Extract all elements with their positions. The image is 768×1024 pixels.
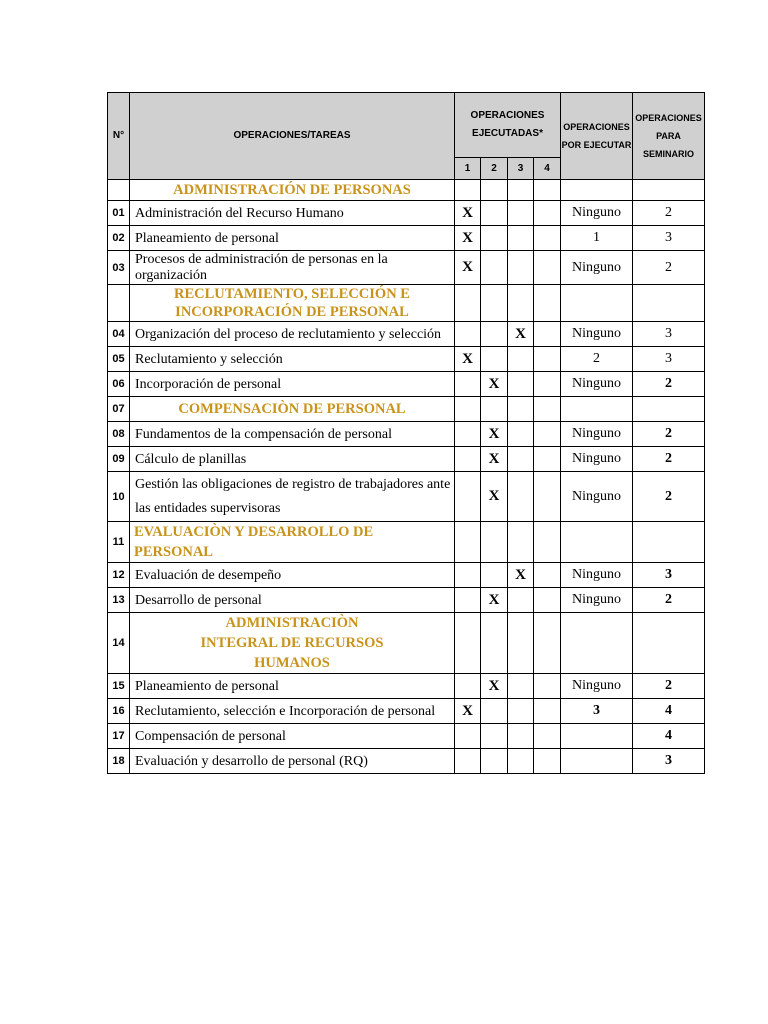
task-name: Administración del Recurso Humano bbox=[130, 201, 455, 226]
level-2-mark: X bbox=[481, 372, 508, 397]
level-3-mark bbox=[508, 372, 534, 397]
table-row bbox=[108, 724, 705, 749]
seminar-value: 2 bbox=[633, 472, 705, 522]
table-row bbox=[108, 422, 705, 447]
level-1-mark bbox=[455, 422, 481, 447]
level-1-mark bbox=[455, 322, 481, 347]
seminar-value: 2 bbox=[633, 251, 705, 285]
level-2-mark bbox=[481, 699, 508, 724]
level-1-mark bbox=[455, 563, 481, 588]
level-2-mark: X bbox=[481, 447, 508, 472]
level-1-mark: X bbox=[455, 226, 481, 251]
row-number: 08 bbox=[108, 422, 130, 447]
pending-value: Ninguno bbox=[561, 372, 633, 397]
seminar-value: 2 bbox=[633, 422, 705, 447]
seminar-value: 3 bbox=[633, 563, 705, 588]
section-row bbox=[108, 613, 705, 674]
row-number: 18 bbox=[108, 749, 130, 774]
task-name: Organización del proceso de reclutamiento y selección bbox=[130, 322, 455, 347]
pending-value: Ninguno bbox=[561, 201, 633, 226]
level-2-mark bbox=[481, 563, 508, 588]
level-2-mark: X bbox=[481, 674, 508, 699]
task-name: Reclutamiento y selección bbox=[130, 347, 455, 372]
level-1-mark: X bbox=[455, 201, 481, 226]
level-2-mark bbox=[481, 201, 508, 226]
operations-table bbox=[107, 92, 705, 774]
level-4-mark bbox=[534, 588, 561, 613]
level-4-header: 4 bbox=[534, 158, 561, 180]
level-4-mark bbox=[534, 472, 561, 522]
row-number: 02 bbox=[108, 226, 130, 251]
seminar-value: 3 bbox=[633, 749, 705, 774]
table-row bbox=[108, 588, 705, 613]
level-1-mark bbox=[455, 674, 481, 699]
level-1-mark bbox=[455, 749, 481, 774]
pending-value: 2 bbox=[561, 347, 633, 372]
level-1-mark bbox=[455, 724, 481, 749]
level-2-mark bbox=[481, 251, 508, 285]
row-number: 17 bbox=[108, 724, 130, 749]
level-3-mark bbox=[508, 472, 534, 522]
level-3-mark bbox=[508, 201, 534, 226]
level-3-mark bbox=[508, 251, 534, 285]
task-name: Gestión las obligaciones de registro de trabajadores ante las entidades supervisoras bbox=[130, 472, 455, 522]
level-4-mark bbox=[534, 251, 561, 285]
level-3-header: 3 bbox=[508, 158, 534, 180]
level-3-mark bbox=[508, 447, 534, 472]
level-1-mark bbox=[455, 447, 481, 472]
level-3-mark bbox=[508, 347, 534, 372]
level-2-mark: X bbox=[481, 422, 508, 447]
level-4-mark bbox=[534, 674, 561, 699]
seminar-value: 3 bbox=[633, 322, 705, 347]
level-2-mark bbox=[481, 226, 508, 251]
row-number: 10 bbox=[108, 472, 130, 522]
pending-value: Ninguno bbox=[561, 447, 633, 472]
level-1-mark bbox=[455, 588, 481, 613]
level-4-mark bbox=[534, 422, 561, 447]
level-2-mark bbox=[481, 724, 508, 749]
level-2-mark: X bbox=[481, 588, 508, 613]
seminar-value: 2 bbox=[633, 588, 705, 613]
level-1-mark: X bbox=[455, 251, 481, 285]
table-row bbox=[108, 201, 705, 226]
level-1-mark bbox=[455, 472, 481, 522]
level-3-mark bbox=[508, 749, 534, 774]
level-3-mark bbox=[508, 674, 534, 699]
level-4-mark bbox=[534, 322, 561, 347]
level-1-mark bbox=[455, 372, 481, 397]
table-row bbox=[108, 699, 705, 724]
row-number: 04 bbox=[108, 322, 130, 347]
col-header-tasks: OPERACIONES/TAREAS bbox=[130, 93, 455, 180]
table-row bbox=[108, 226, 705, 251]
row-number: 01 bbox=[108, 201, 130, 226]
level-3-mark bbox=[508, 422, 534, 447]
level-3-mark bbox=[508, 588, 534, 613]
seminar-value: 4 bbox=[633, 724, 705, 749]
pending-value: Ninguno bbox=[561, 588, 633, 613]
seminar-value: 3 bbox=[633, 347, 705, 372]
level-4-mark bbox=[534, 749, 561, 774]
level-3-mark bbox=[508, 724, 534, 749]
level-4-mark bbox=[534, 724, 561, 749]
row-number: 06 bbox=[108, 372, 130, 397]
level-3-mark: X bbox=[508, 322, 534, 347]
pending-value: Ninguno bbox=[561, 563, 633, 588]
row-number: 11 bbox=[108, 522, 130, 563]
section-row bbox=[108, 285, 705, 322]
task-name: Evaluación y desarrollo de personal (RQ) bbox=[130, 749, 455, 774]
row-number: 13 bbox=[108, 588, 130, 613]
task-name: Fundamentos de la compensación de personal bbox=[130, 422, 455, 447]
table-row bbox=[108, 447, 705, 472]
level-4-mark bbox=[534, 699, 561, 724]
level-1-mark: X bbox=[455, 347, 481, 372]
table-row bbox=[108, 563, 705, 588]
task-name: Incorporación de personal bbox=[130, 372, 455, 397]
table-row bbox=[108, 472, 705, 522]
row-number: 12 bbox=[108, 563, 130, 588]
col-header-seminar: OPERACIONES PARA SEMINARIO bbox=[633, 93, 705, 180]
seminar-value: 3 bbox=[633, 226, 705, 251]
section-title: ADMINISTRACIÓN DE PERSONAS bbox=[130, 180, 455, 201]
row-number: 16 bbox=[108, 699, 130, 724]
level-4-mark bbox=[534, 447, 561, 472]
table-row bbox=[108, 749, 705, 774]
pending-value: Ninguno bbox=[561, 472, 633, 522]
section-row bbox=[108, 522, 705, 563]
col-header-number: N° bbox=[108, 93, 130, 180]
task-name: Procesos de administración de personas en la organización bbox=[130, 251, 455, 285]
section-row bbox=[108, 180, 705, 201]
table-row bbox=[108, 674, 705, 699]
section-title: EVALUACIÒN Y DESARROLLO DE PERSONAL bbox=[130, 522, 455, 563]
seminar-value: 4 bbox=[633, 699, 705, 724]
level-4-mark bbox=[534, 347, 561, 372]
col-header-pending: OPERACIONES POR EJECUTAR bbox=[561, 93, 633, 180]
level-1-mark: X bbox=[455, 699, 481, 724]
level-4-mark bbox=[534, 226, 561, 251]
row-number: 07 bbox=[108, 397, 130, 422]
table-row bbox=[108, 372, 705, 397]
row-number: 09 bbox=[108, 447, 130, 472]
task-name: Evaluación de desempeño bbox=[130, 563, 455, 588]
pending-value: Ninguno bbox=[561, 422, 633, 447]
section-title: COMPENSACIÒN DE PERSONAL bbox=[130, 397, 455, 422]
task-name: Planeamiento de personal bbox=[130, 674, 455, 699]
task-name: Compensación de personal bbox=[130, 724, 455, 749]
level-2-header: 2 bbox=[481, 158, 508, 180]
level-4-mark bbox=[534, 201, 561, 226]
pending-value: Ninguno bbox=[561, 322, 633, 347]
section-title: ADMINISTRACIÒN INTEGRAL DE RECURSOS HUMANOS bbox=[130, 613, 455, 674]
row-number: 15 bbox=[108, 674, 130, 699]
level-2-mark: X bbox=[481, 472, 508, 522]
row-number: 05 bbox=[108, 347, 130, 372]
pending-value: 3 bbox=[561, 699, 633, 724]
pending-value bbox=[561, 749, 633, 774]
seminar-value: 2 bbox=[633, 201, 705, 226]
level-4-mark bbox=[534, 372, 561, 397]
pending-value: Ninguno bbox=[561, 674, 633, 699]
task-name: Reclutamiento, selección e Incorporación de personal bbox=[130, 699, 455, 724]
section-row bbox=[108, 397, 705, 422]
task-name: Cálculo de planillas bbox=[130, 447, 455, 472]
pending-value: 1 bbox=[561, 226, 633, 251]
task-name: Desarrollo de personal bbox=[130, 588, 455, 613]
table-row bbox=[108, 322, 705, 347]
seminar-value: 2 bbox=[633, 447, 705, 472]
table-row bbox=[108, 251, 705, 285]
row-number: 14 bbox=[108, 613, 130, 674]
row-number: 03 bbox=[108, 251, 130, 285]
pending-value bbox=[561, 724, 633, 749]
section-title: RECLUTAMIENTO, SELECCIÓN E INCORPORACIÓN DE PERSONAL bbox=[130, 285, 455, 322]
level-2-mark bbox=[481, 347, 508, 372]
level-2-mark bbox=[481, 749, 508, 774]
pending-value: Ninguno bbox=[561, 251, 633, 285]
level-3-mark bbox=[508, 226, 534, 251]
seminar-value: 2 bbox=[633, 372, 705, 397]
level-1-header: 1 bbox=[455, 158, 481, 180]
task-name: Planeamiento de personal bbox=[130, 226, 455, 251]
level-3-mark: X bbox=[508, 563, 534, 588]
seminar-value: 2 bbox=[633, 674, 705, 699]
level-3-mark bbox=[508, 699, 534, 724]
table-row bbox=[108, 347, 705, 372]
col-header-executed: OPERACIONES EJECUTADAS* bbox=[455, 93, 561, 158]
level-4-mark bbox=[534, 563, 561, 588]
level-2-mark bbox=[481, 322, 508, 347]
